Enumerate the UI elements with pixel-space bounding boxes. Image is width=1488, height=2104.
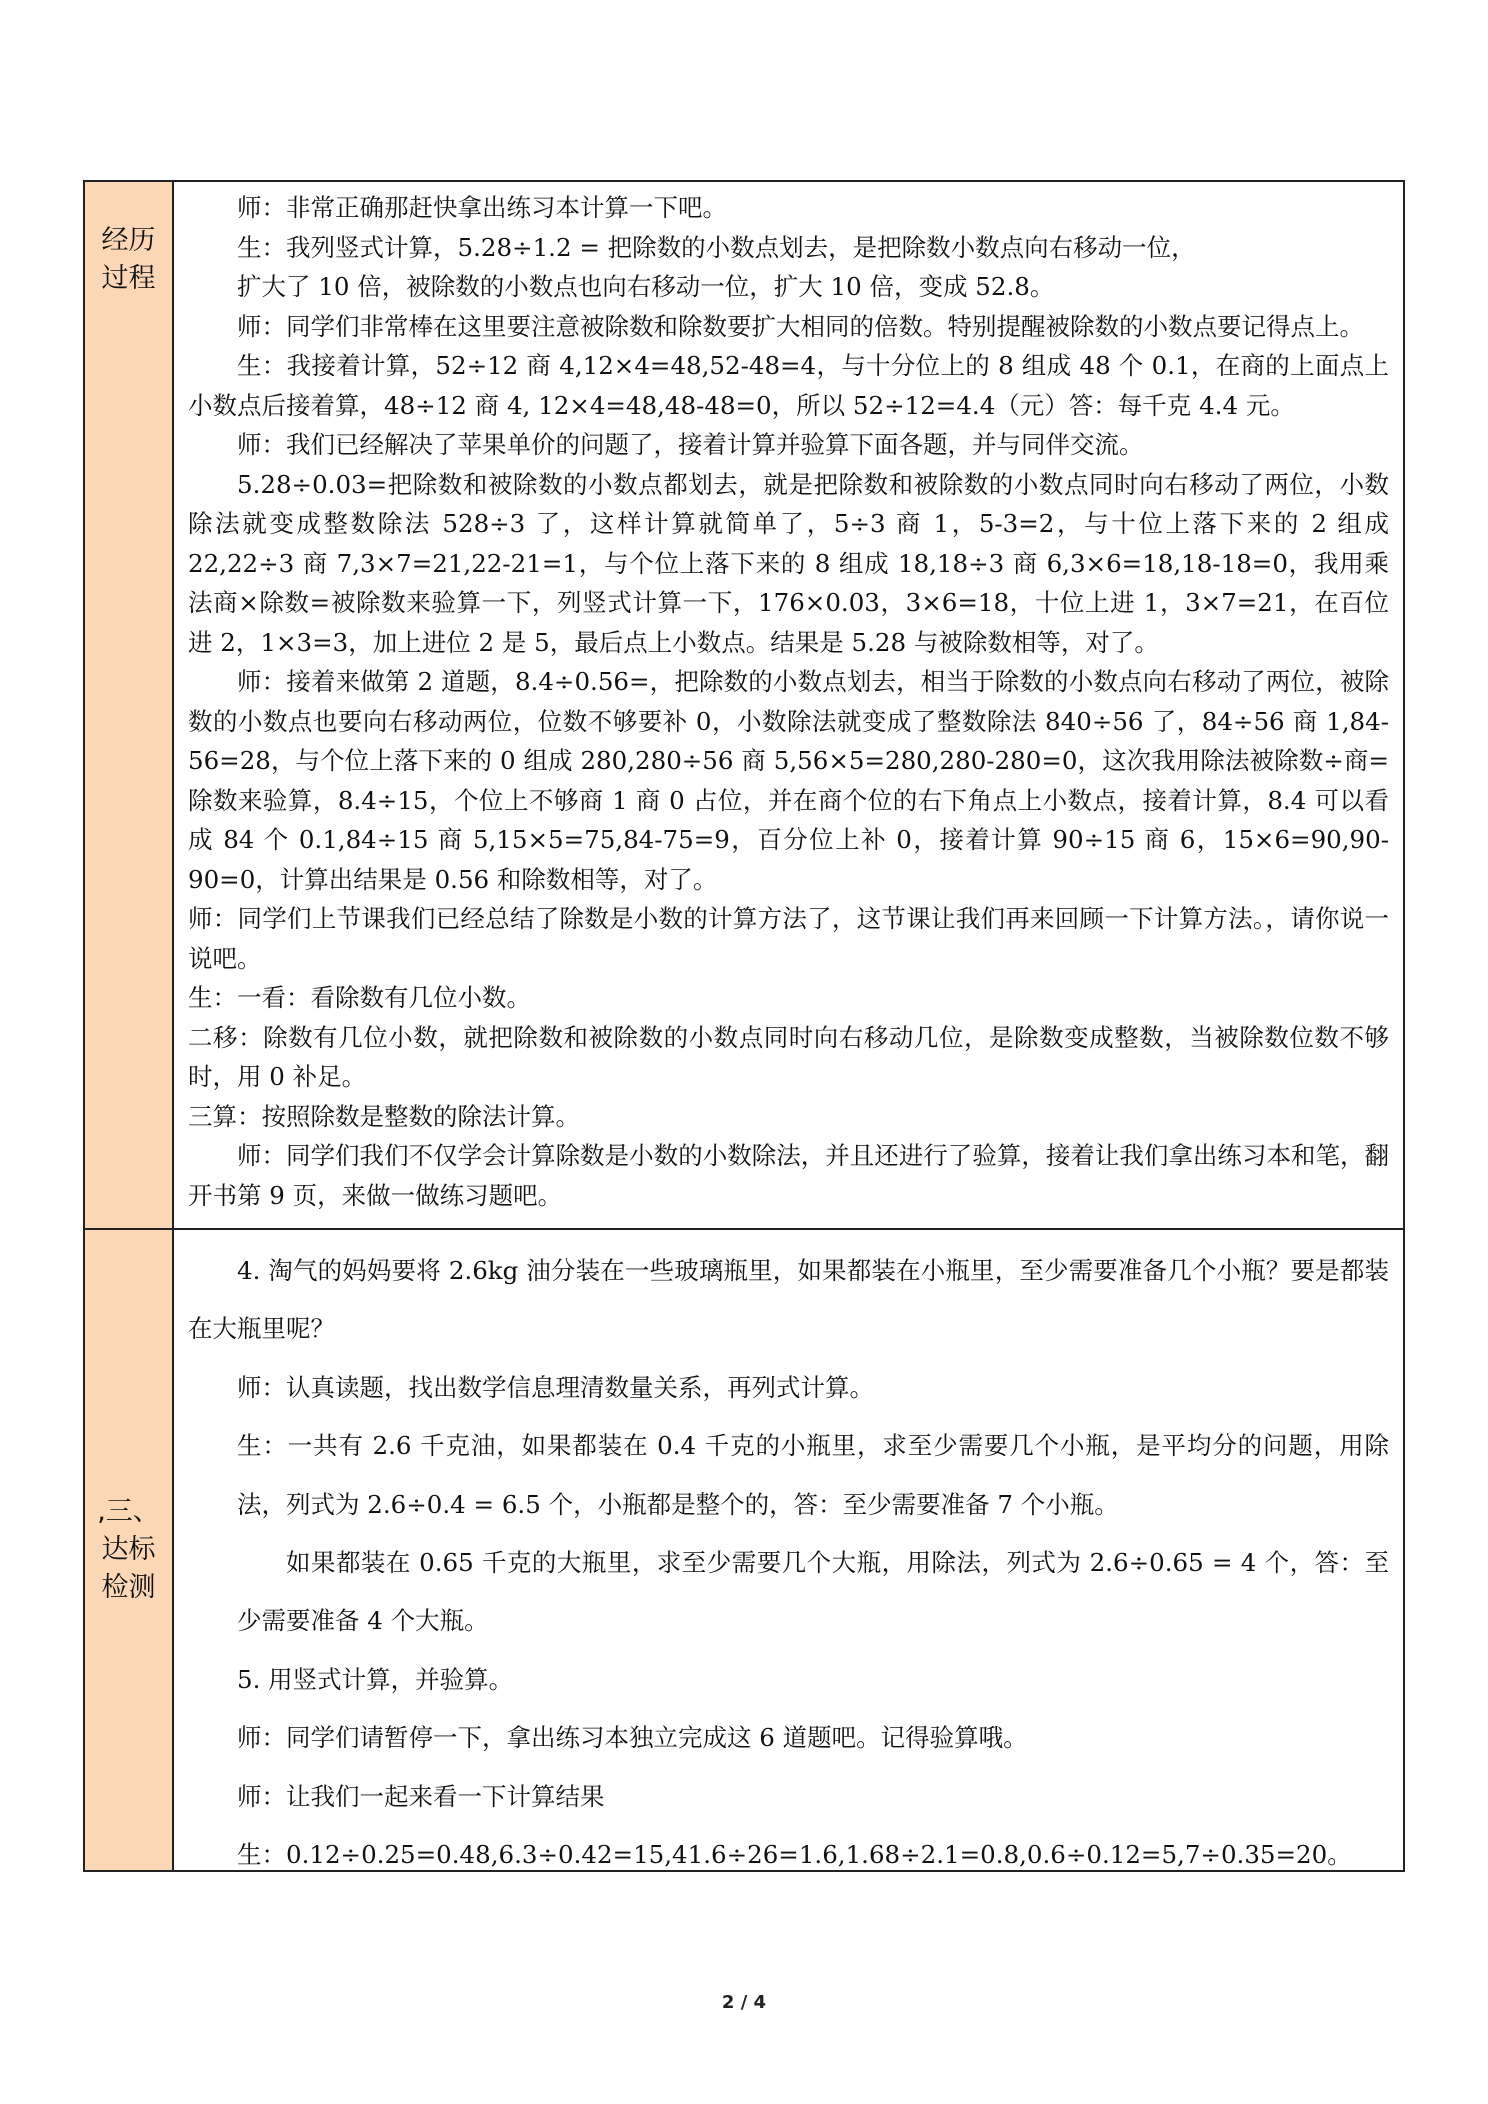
paragraph: 生：我接着计算，52÷12 商 4,12×4=48,52-48=4，与十分位上的 8 组成 48 个 0.1，在商的上面点上小数点后接着算，48÷12 商 4, 12×4=48,48-48=0，所以 52÷12=4.4（元）答：每千克 4.4 元。 xyxy=(188,351,1389,420)
paragraph: 如果都装在 0.65 千克的大瓶里，求至少需要几个大瓶，用除法，列式为 2.6÷0.65 = 4 个，答：至少需要准备 4 个大瓶。 xyxy=(237,1548,1389,1636)
paragraph: 师：非常正确那赶快拿出练习本计算一下吧。 xyxy=(237,193,727,222)
paragraph: 扩大了 10 倍，被除数的小数点也向右移动一位，扩大 10 倍，变成 52.8。 xyxy=(237,272,1055,301)
paragraph: 师：同学们上节课我们已经总结了除数是小数的计算方法了，这节课让我们再来回顾一下计算方法。，请你说一说吧。 xyxy=(188,904,1389,973)
paragraph: 师：我们已经解决了苹果单价的问题了，接着计算并验算下面各题，并与同伴交流。 xyxy=(237,430,1144,459)
paragraph: 4. 淘气的妈妈要将 2.6kg 油分装在一些玻璃瓶里，如果都装在小瓶里，至少需要准备几个小瓶？要是都装在大瓶里呢？ xyxy=(188,1256,1389,1344)
paragraph: 三算：按照除数是整数的除法计算。 xyxy=(188,1101,580,1131)
paragraph: 生：我列竖式计算，5.28÷1.2 = 把除数的小数点划去，是把除数小数点向右移动一位， xyxy=(237,232,1196,262)
row-content-process xyxy=(174,182,1403,1228)
row-label-assessment-text: ,三、达标检测 xyxy=(97,1496,160,1603)
paragraph: 师：接着来做第 2 道题，8.4÷0.56=，把除数的小数点划去，相当于除数的小数点向右移动了两位，被除数的小数点也要向右移动两位，位数不够要补 0，小数除法就变成了整数除法 840÷56 了，84÷56 商 1,84-56=28，与个位上落下来的 0 组成 280,280÷56 商 5,56×5=280,280-280=0，这次我用除法被除数÷商=除数来验算，8.4÷15，个位上不够商 1 商 0 占位，并在商个位的右下角点上小数点，接着计算，8.4 可以看成 84 个 0.1,84÷15 商 5,15×5=75,84-75=9，百分位上补 0，接着计算 90÷15 商 6，15×6=90,90-90=0，计算出结果是 0.56 和除数相等，对了。 xyxy=(188,667,1389,894)
lesson-table xyxy=(83,180,1405,1872)
paragraph: 生：一共有 2.6 千克油，如果都装在 0.4 千克的小瓶里，求至少需要几个小瓶，是平均分的问题，用除法，列式为 2.6÷0.4 = 6.5 个，小瓶都是整个的，答：至少需要准备 7 个小瓶。 xyxy=(237,1431,1389,1519)
paragraph: 师：让我们一起来看一下计算结果 xyxy=(237,1781,605,1811)
row-label-process xyxy=(85,182,174,1228)
paragraph: 5. 用竖式计算，并验算。 xyxy=(237,1664,514,1694)
table-row-process xyxy=(83,180,1405,1230)
paragraph: 生：0.12÷0.25=0.48,6.3÷0.42=15,41.6÷26=1.6,1.68÷2.1=0.8,0.6÷0.12=5,7÷0.35=20。 xyxy=(237,1840,1352,1870)
paragraph: 二移：除数有几位小数，就把除数和被除数的小数点同时向右移动几位，是除数变成整数，当被除数位数不够时，用 0 补足。 xyxy=(188,1022,1389,1091)
paragraph: 生：一看：看除数有几位小数。 xyxy=(188,983,531,1012)
paragraph: 师：同学们请暂停一下，拿出练习本独立完成这 6 道题吧。记得验算哦。 xyxy=(237,1723,1028,1753)
paragraph: 5.28÷0.03=把除数和被除数的小数点都划去，就是把除数和被除数的小数点同时向右移动了两位，小数除法就变成整数除法 528÷3 了，这样计算就简单了，5÷3 商 1，5-3=2，与十位上落下来的 2 组成 22,22÷3 商 7,3×7=21,22-21=1，与个位上落下来的 8 组成 18,18÷3 商 6,3×6=18,18-18=0，我用乘法商×除数=被除数来验算一下，列竖式计算一下，176×0.03，3×6=18，十位上进 1，3×7=21，在百位进 2，1×3=3，加上进位 2 是 5，最后点上小数点。结果是 5.28 与被除数相等，对了。 xyxy=(188,469,1389,657)
paragraph: 师：同学们我们不仅学会计算除数是小数的小数除法，并且还进行了验算，接着让我们拿出练习本和笔，翻开书第 9 页，来做一做练习题吧。 xyxy=(188,1141,1389,1210)
table-row-assessment xyxy=(83,1230,1405,1872)
row-label-process-text: 经历过程 xyxy=(101,225,156,294)
paragraph: 师：认真读题，找出数学信息理清数量关系，再列式计算。 xyxy=(237,1372,874,1402)
row-content-assessment xyxy=(174,1230,1403,1870)
page-number: 2 / 4 xyxy=(721,1992,767,2013)
paragraph: 师：同学们非常棒在这里要注意被除数和除数要扩大相同的倍数。特别提醒被除数的小数点要记得点上。 xyxy=(237,311,1364,341)
row-label-assessment xyxy=(85,1230,174,1870)
